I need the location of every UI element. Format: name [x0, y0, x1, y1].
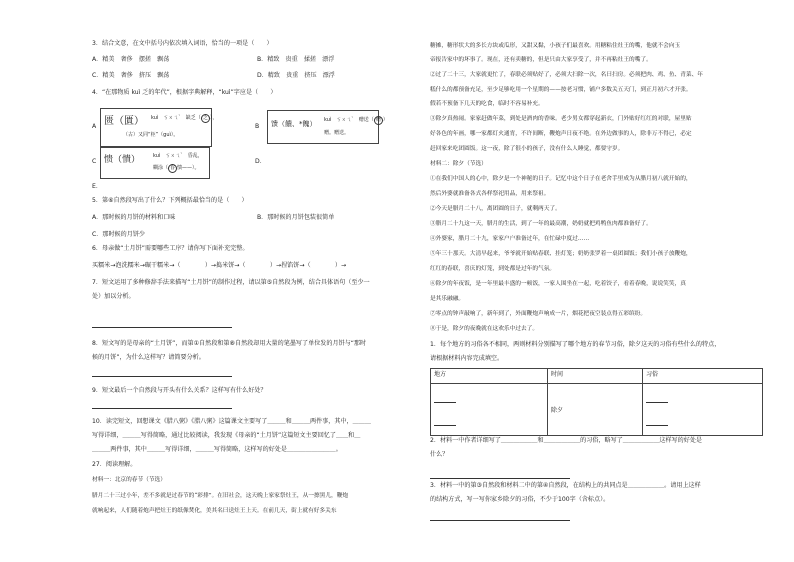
- th-custom: 习俗: [643, 369, 763, 384]
- m2-line-10: ⑦零点的钟声敲响了，新年到了，外面鞭炮声响成一片，烟花把夜空装点得五彩缤纷。: [430, 311, 647, 317]
- q4-b-char: 馈（饋、*餽）: [271, 120, 317, 128]
- q4-b-pinyin: kuì ㄎㄨㄟˋ 赠送（: [324, 117, 374, 123]
- r-line-3: ②过了二十三，大家就更忙了，春联必须贴好了，必须大扫除一次，名曰扫房。必须把肉、鸡、鱼、青菜、年: [430, 72, 703, 78]
- q4-c-dict-box: [100, 147, 210, 179]
- q4-a-char: 匮（匱）: [104, 116, 144, 127]
- q4-b-mid: ）: [382, 117, 388, 123]
- q4-c-line2: 糊涂（: [153, 165, 169, 171]
- m2-line-2: 然后外婆就准备各式各样祭祀用品，用来祭祖。: [430, 191, 550, 197]
- q10-line2: 写得详细，＿＿＿写得简略，通过比较阅读，我发现《母亲的“土月饼”这篇短文主要回忆了＿＿和＿: [92, 432, 361, 439]
- m2-line-3: ②今天是腊月二十八，离团圆的日子，就剩两天了。: [430, 206, 561, 212]
- q4-a-circle-1: 乏: [202, 115, 208, 121]
- q4-a-dict-box: [100, 108, 218, 147]
- rq1-line2: 请根据材料内容完成填空。: [430, 355, 504, 362]
- q5-option-a: A．那时候的月饼的材料和口味: [92, 214, 176, 221]
- q8-line2: 候的月饼”，为什么这样写？请简要分析。: [92, 354, 205, 361]
- q4-d-label: D．: [255, 158, 266, 165]
- q10-line1: 10．读完短文，回想课文《腊八粥》《腊八粥》这篇课文主要写了＿＿＿和＿＿＿两件事，其中，＿＿＿: [92, 418, 371, 425]
- q6-flow: 买糯米→泡洗糯米→碾干糯米→（ ）→捣米饼→（ ）→捏馅饼→（ ）→: [92, 262, 347, 269]
- material1-title: 材料一：北京的春节（节选）: [92, 477, 166, 483]
- q7-line1: 7．短文运用了多种修辞手法来描写“土月饼”的制作过程，请以第⑤自然段为例，结合具体语句（至少一: [92, 279, 370, 286]
- q3-option-d: D．精致 贵重 挤压 漂浮: [257, 72, 335, 79]
- q4-b-dict-box: [267, 110, 388, 144]
- material1-p1-line1: 腊月二十三过小年，差不多就是过春节的“彩排”。在旧社会，这天晚上家家祭灶王，从一擦黑儿，鞭炮: [92, 493, 349, 499]
- place-blank-2[interactable]: [434, 417, 456, 426]
- q4-b-line2: 赠。赠送。: [324, 130, 350, 136]
- rq2-answer-line[interactable]: [430, 478, 570, 479]
- m2-line-7: 红红的春联，喜庆的灯笼，到处都是过年的气氛。: [430, 266, 556, 272]
- r-line-6: ③除夕真热闹。家家赶做年菜，到处是酒肉的香味。老少男女都穿起新衣，门外贴好红红的对联，屋里贴: [430, 116, 692, 122]
- q4-a-mid: ），: [209, 115, 218, 121]
- q4-c-char: 愦（憒）: [104, 155, 141, 165]
- th-place: 地方: [431, 369, 548, 384]
- q5-option-c: C．那时候的月饼少: [92, 231, 146, 238]
- q10-line3: ＿＿＿两件事，其中＿＿＿写得详细，＿＿＿写得简略，这样写的好处是＿＿＿＿＿＿＿＿。: [92, 446, 342, 453]
- rq3-line1: 3．材料一中的第③自然段和材料二中的第④自然段，在结构上的共同点是＿＿＿＿＿＿。请用上这样: [430, 482, 701, 489]
- rq3-answer-line[interactable]: [430, 520, 570, 521]
- q4-c-circle-1: 昏: [170, 165, 176, 171]
- td-time: 除夕: [548, 384, 643, 436]
- m2-line-8: ⑥除夕的年夜饭，是一年里最丰盛的一顿饭，一家人围坐在一起，吃着饺子，看着春晚，说说笑笑，真: [430, 281, 686, 287]
- rq2-line2: 什么？: [430, 451, 449, 458]
- q3-option-c: C．精美 奢侈 挤压 飘荡: [92, 72, 170, 79]
- r-line-1: 糖摊，糖形状大的多长方块或瓜形，又甜又黏，小孩子们最喜欢。用糖粘住灶王的嘴，他就不会向玉: [430, 43, 681, 49]
- custom-blank-2[interactable]: [646, 417, 668, 426]
- q3-option-b: B．精致 贵重 揉搓 漂浮: [257, 56, 335, 63]
- m2-line-1: ①在我们中国人的心中，除夕是一个神秘的日子。记忆中这个日子在老舍手里成为从腊月初八就开始的，: [430, 176, 692, 182]
- q4-b-label: B: [255, 123, 260, 130]
- m2-line-9: 是其乐融融。: [430, 296, 465, 302]
- r-line-2: 帝报告家中的坏事了。现在，还有卖糖的，但是只由大家享受了，并不再粘灶王的嘴了。: [430, 57, 652, 63]
- r-line-8: 赶回家来吃团圆饭。这一夜，除了很小的孩子，没有什么人睡觉，都要守岁。: [430, 146, 624, 152]
- q4-c-label: C: [92, 158, 97, 165]
- q4-c-tail: 愦——）。: [177, 165, 200, 171]
- q4-c-pinyin: kuì ㄎㄨㄟˋ 昏乱，: [153, 153, 203, 159]
- q7-answer-line[interactable]: [92, 327, 232, 328]
- q3-stem: 3．结合文意，在文中括号内依次填入词语，恰当的一项是（ ）: [92, 40, 273, 47]
- q7-line2: 处）加以分析。: [92, 293, 135, 300]
- q5-stem: 5．第⑥自然段写出了什么？下列概括最恰当的是（ ）: [92, 197, 248, 204]
- material1-p1-line2: 就响起来，人们随着炮声把灶王的纸像焚化，美其名曰送灶王上天。在前几天，街上就有好多关东: [92, 508, 337, 514]
- r-line-7: 好各色的年画，哪一家都灯火通宵，不许间断，鞭炮声日夜不绝。在外边做事的人，除非万不得已，必定: [430, 131, 692, 137]
- material2-title: 材料二：除夕（节选）: [430, 161, 487, 167]
- m2-line-11: ⑧于是，除夕的夜晚就在这欢乐中过去了。: [430, 326, 539, 332]
- rq3-line2: 的结构方式，写一写你家乡除夕的习俗，不少于100字（含标点）。: [430, 496, 610, 503]
- q6-stem: 6．母亲做“土月饼”需要哪些工序？请你写下面补充完整。: [92, 245, 249, 252]
- q4-a-label: A: [92, 123, 97, 130]
- q27-heading: 27．阅读理解。: [92, 461, 137, 468]
- q9-answer-line[interactable]: [92, 408, 232, 409]
- q8-answer-line[interactable]: [92, 376, 232, 377]
- q4-stem: 4．“在那物质 kuì 乏的年代”，根据字典解释，“kuì”字应是（ ）: [92, 89, 277, 96]
- custom-cell[interactable]: [643, 384, 763, 436]
- r-line-5: 假若不预备下几天的吃食，临时不容易补充。: [430, 101, 544, 107]
- m2-line-5: ④外婆家，腊月二十九，家家户户准备过年，在忙碌中度过……: [430, 236, 590, 242]
- r-line-4: 糕什么的都预备充足，至少足够吃用一个星期的——按老习惯，铺户多数关五天门，到正月初六才开张。: [430, 87, 692, 93]
- place-cell[interactable]: [431, 384, 548, 436]
- custom-blank-1[interactable]: [646, 394, 668, 403]
- rq2-line1: 2．材料一中作者详细写了＿＿＿＿＿＿和＿＿＿＿＿＿的习俗，略写了＿＿＿＿＿＿这样写的好处是: [430, 437, 703, 444]
- q4-a-line2: （古）又同“柜”（guì）。: [123, 132, 179, 138]
- q4-b-circle-1: 赠: [375, 117, 381, 123]
- q9-line1: 9．短文最后一个自然段与开头有什么关系？这样写有什么好处？: [92, 387, 267, 394]
- m2-line-4: ③腊月二十九这一天，腊月的生活，到了一年的最高潮，奶奶就把鸡鸭鱼肉都准备好了。: [430, 221, 652, 227]
- m2-line-6: ⑤年三十那天。大清早起来，爷爷就开始贴春联、挂灯笼；奶奶张罗着一桌团圆饭；我们小孩子放鞭炮，: [430, 251, 692, 257]
- th-time: 时间: [548, 369, 643, 384]
- q8-line1: 8．短文写的是母亲的“土月饼”，而第①自然段和第⑧自然段却用大量的笔墨写了单位发的月饼与“那时: [92, 340, 367, 347]
- rq1-line1: 1．每个地方的习俗各不相同，两则材料分别描写了哪个地方的春节习俗，除夕这天的习俗有些什么的特点，: [430, 341, 721, 348]
- place-blank-1[interactable]: [434, 394, 456, 403]
- q4-e-label: E．: [92, 183, 102, 190]
- q4-a-pinyin: kuì ㄎㄨㄟˋ 缺乏（: [151, 115, 201, 121]
- q5-option-b: B．那时候的月饼包装很简单: [257, 214, 335, 221]
- custom-table: [430, 368, 763, 436]
- q3-option-a: A．精美 奢侈 摆搓 飘荡: [92, 56, 170, 63]
